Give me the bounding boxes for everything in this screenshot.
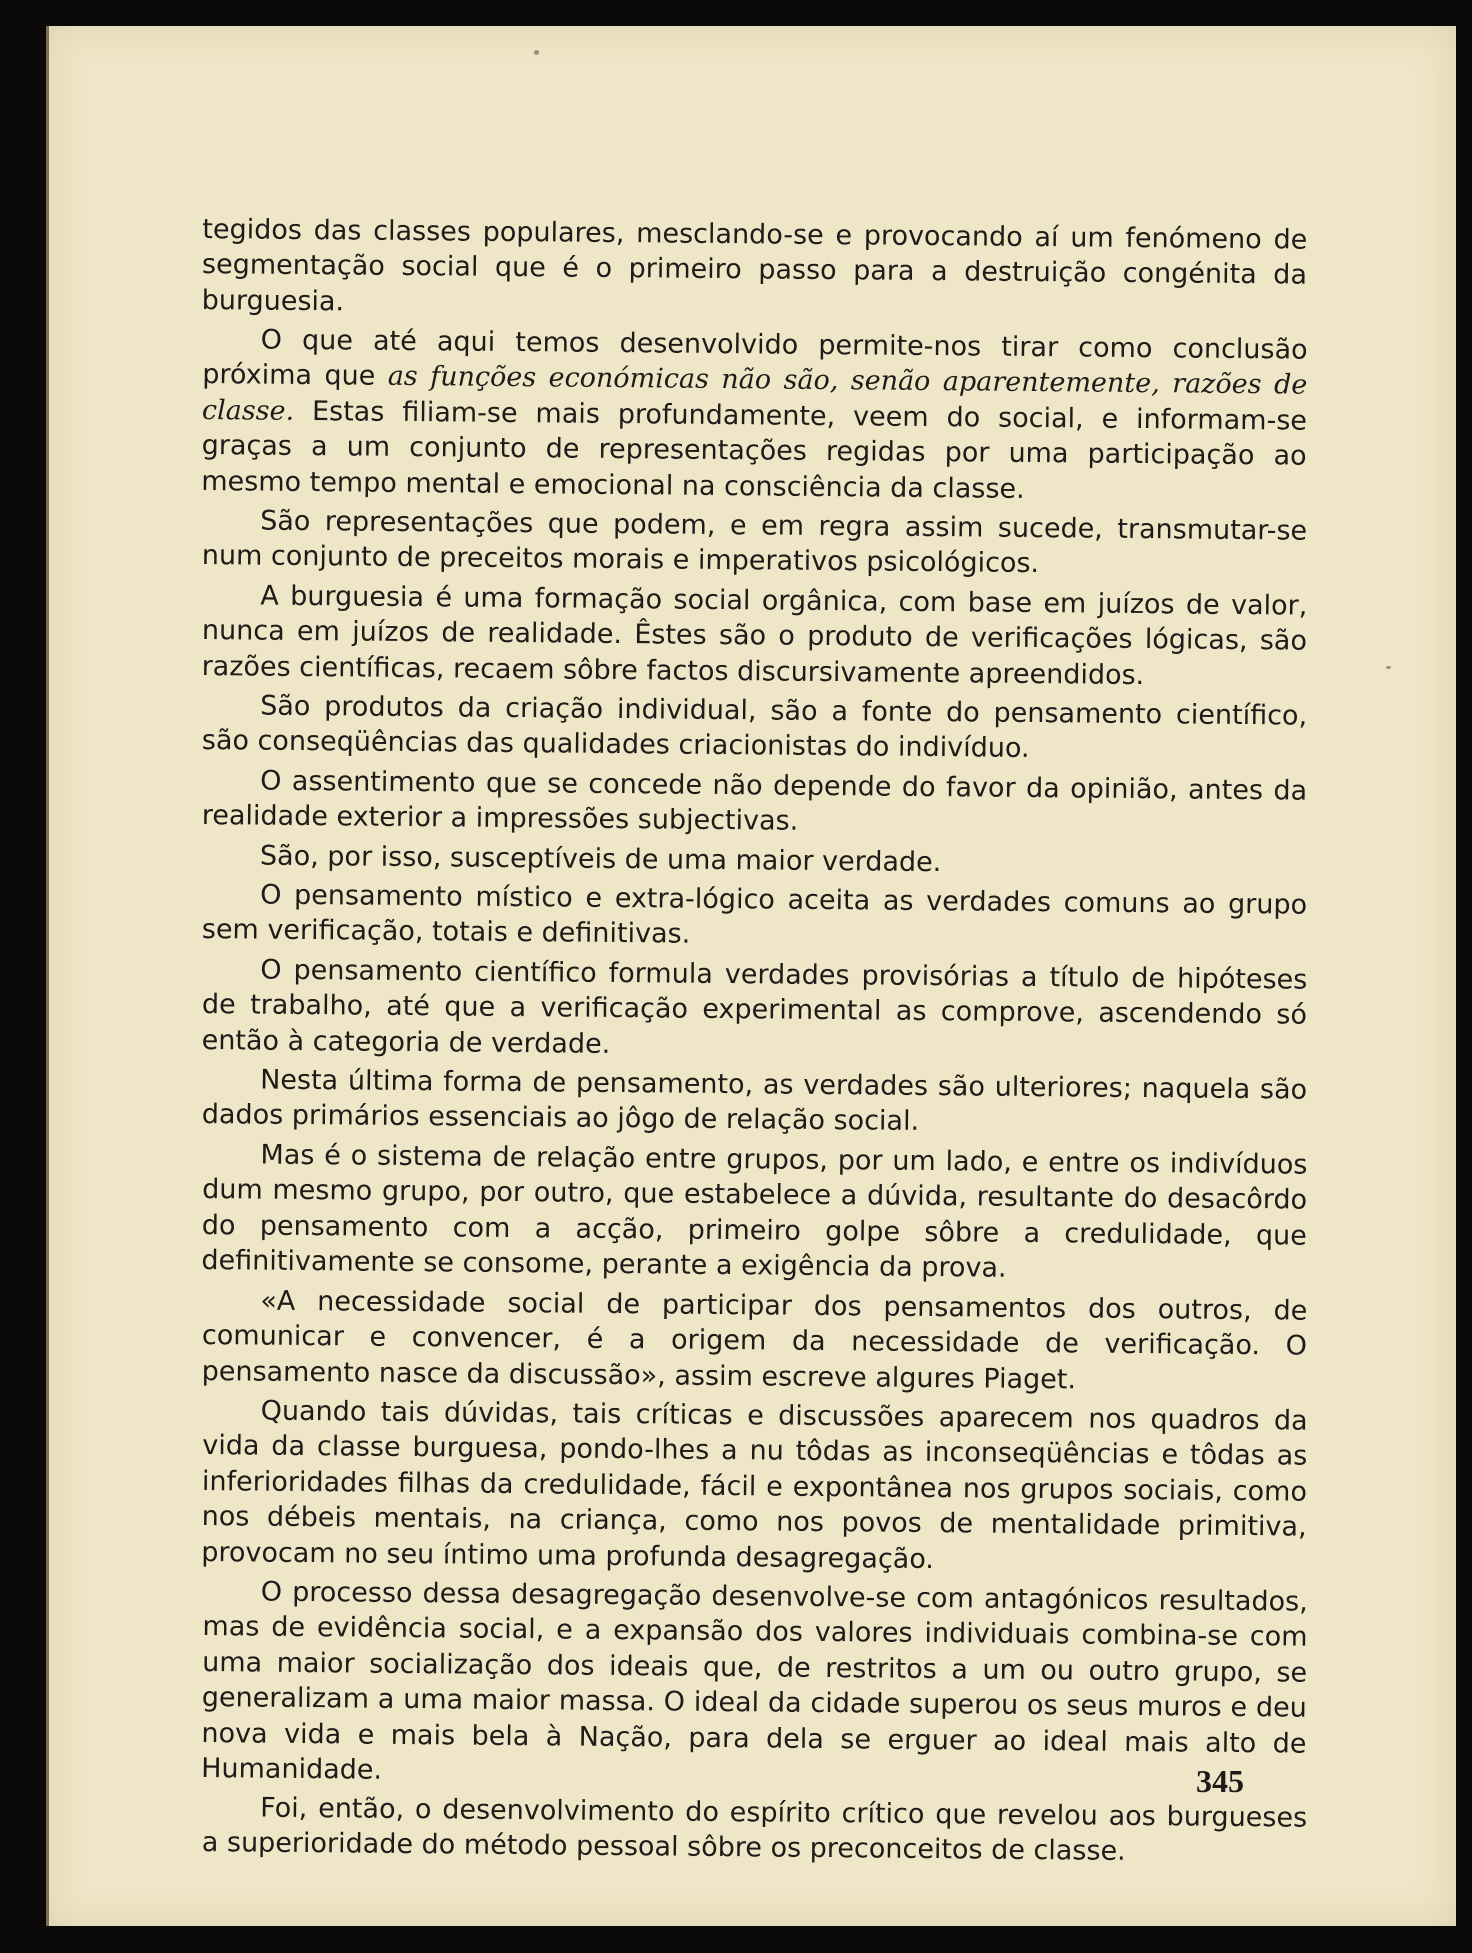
paragraph: São representações que podem, e em regra assim sucede, transmutar-se num conjunto de preceitos morais e imperativos psicológicos. <box>201 505 1308 580</box>
italic-phrase: as funções económicas não são, senão aparentemente, razões de classe. <box>201 361 1308 427</box>
paragraph: O pensamento científico formula verdades provisórias a título de hipóteses de trabalho, até que a verificação experimental as comprove, ascendendo só então à categoria de verdade. <box>201 954 1308 1060</box>
paper-speck <box>534 50 539 55</box>
paragraph: Quando tais dúvidas, tais críticas e discussões aparecem nos quadros da vida da classe burguesa, pondo-lhes a nu tôdas as inconseqüências e tôdas as inferioridades filhas da credulidade, fácil e expontânea nos grupos sociais, como nos débeis mentais, na criança, como nos povos de mentalidade primitiva, provocam no seu íntimo uma profunda desagregação. <box>201 1395 1308 1575</box>
paragraph: Mas é o sistema de relação entre grupos, por um lado, e entre os indivíduos dum mesmo grupo, por outro, que estabelece a dúvida, resultante do desacôrdo do pensamento com a acção, primeiro golpe sôbre a credulidade, que definitivamente se consome, perante a exigência da prova. <box>201 1139 1308 1285</box>
paragraph: O pensamento místico e extra-lógico aceita as verdades comuns ao grupo sem verificação, totais e definitivas. <box>201 879 1308 951</box>
paragraph: São, por isso, susceptíveis de uma maior verdade. <box>259 840 942 879</box>
paragraph: O processo dessa desagregação desenvolve-se com antagónicos resultados, mas de evidência social, e a expansão dos valores individuais combina-se com uma maior socialização dos ideais que, de restritos a um ou outro grupo, se generalizam a uma maior massa. O ideal da cidade superou os seus muros e deu nova vida e mais bela à Nação, para dela se erguer ao ideal mais alto de Humanidade. <box>201 1576 1308 1786</box>
page-binding-edge <box>46 26 49 1926</box>
paragraph: São produtos da criação individual, são a fonte do pensamento científico, são conseqüências das qualidades criacionistas do indivíduo. <box>201 690 1308 765</box>
paragraph-text: O que até aqui temos desenvolvido permite-nos tirar como conclusão próxima que <box>202 324 1308 393</box>
paragraph: A burguesia é uma formação social orgânica, com base em juízos de valor, nunca em juízos de realidade. Êstes são o produto de verificações lógicas, são razões científicas, recaem sôbre factos discursivamente apreendidos. <box>201 580 1308 691</box>
paragraph: tegidos das classes populares, mesclando-se e provocando aí um fenómeno de segmentação social que é o primeiro passo para a destruição congénita da burguesia. <box>201 214 1308 318</box>
paragraph: O assentimento que se concede não depende do favor da opinião, antes da realidade exterior a impressões subjectivas. <box>201 765 1308 838</box>
paragraph: «A necessidade social de participar dos pensamentos dos outros, de comunicar e convencer, é a origem da necessidade de verificação. O pensamento nasce da discussão», assim escreve algures Piaget. <box>201 1285 1308 1395</box>
paragraph <box>201 322 1308 510</box>
paragraph-text: Estas filiam-se mais profundamente, veem do social, e informam-se graças a um conjunto de representações regidas por uma participação ao mesmo tempo mental e emocional na consciência da classe. <box>201 395 1308 505</box>
book-page <box>46 26 1456 1926</box>
body-text <box>201 212 1308 1868</box>
page-number: 345 <box>1196 1763 1244 1799</box>
paragraph: Nesta última forma de pensamento, as verdades são ulteriores; naquela são dados primários essenciais ao jôgo de relação social. <box>201 1064 1308 1138</box>
paragraph: Foi, então, o desenvolvimento do espírito crítico que revelou aos burgueses a superioridade do método pessoal sôbre os preconceitos de classe. <box>201 1793 1308 1868</box>
paper-speck <box>1386 666 1391 669</box>
